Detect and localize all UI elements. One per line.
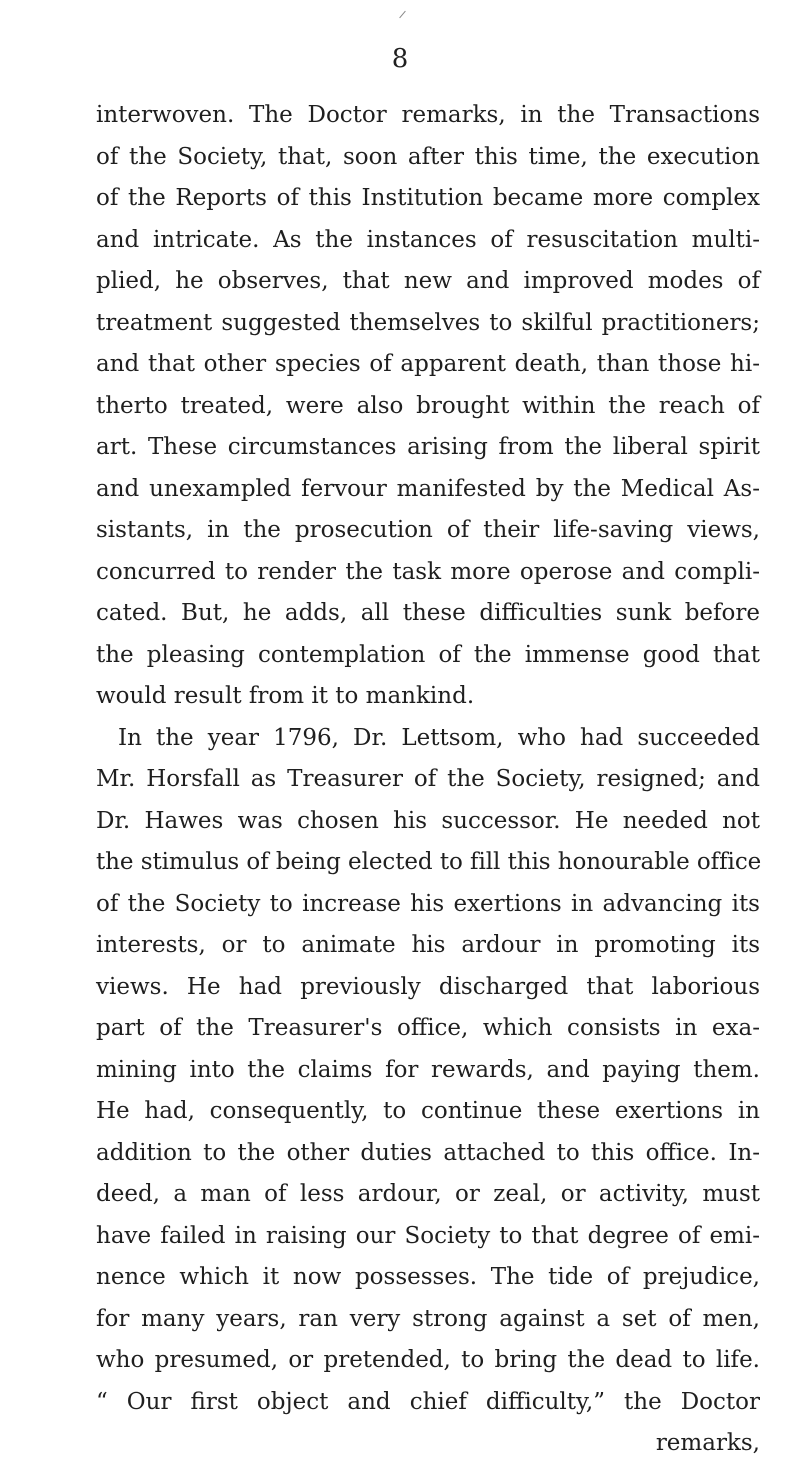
text-line: views. He had previously discharged that laborious: [96, 973, 760, 1000]
text-line: therto treated, were also brought within the reach of: [96, 392, 760, 419]
text-line: cated. But, he adds, all these difficulties sunk before: [96, 600, 760, 626]
text-line: interwoven. The Doctor remarks, in the Transactions: [96, 102, 760, 128]
text-line: would result from it to mankind.: [96, 683, 475, 709]
text-line: In the year 1796, Dr. Lettsom, who had succeeded: [118, 724, 760, 751]
text-line: addition to the other duties attached to this office. In-: [96, 1139, 760, 1166]
text-line: mining into the claims for rewards, and paying them.: [96, 1056, 760, 1083]
text-line: the pleasing contemplation of the immense good that: [96, 641, 760, 668]
text-line: of the Society, that, soon after this time, the execution: [96, 143, 760, 170]
text-line: and that other species of apparent death, than those hi-: [96, 351, 760, 377]
text-line: and intricate. As the instances of resuscitation multi-: [96, 226, 760, 253]
text-line: and unexampled fervour manifested by the Medical As-: [96, 475, 760, 502]
text-line: nence which it now possesses. The tide of prejudice,: [96, 1264, 760, 1290]
text-line: Dr. Hawes was chosen his successor. He needed not: [96, 807, 760, 834]
text-line: the stimulus of being elected to fill this honourable office: [96, 849, 762, 875]
text-line: Mr. Horsfall as Treasurer of the Society, resigned; and: [96, 766, 760, 792]
text-line: of the Society to increase his exertions in advancing its: [96, 890, 760, 917]
text-line: who presumed, or pretended, to bring the dead to life.: [96, 1347, 760, 1373]
ink-mark: [399, 11, 406, 19]
page-number: 8: [391, 44, 410, 74]
text-line: of the Reports of this Institution became more complex: [96, 185, 760, 211]
body-text: [96, 95, 760, 1465]
text-line: part of the Treasurer's office, which consists in exa-: [96, 1015, 760, 1041]
text-line: for many years, ran very strong against a set of men,: [96, 1305, 760, 1332]
text-line: interests, or to animate his ardour in promoting its: [96, 932, 760, 958]
text-line: treatment suggested themselves to skilful practitioners;: [96, 309, 760, 336]
text-line: remarks,: [655, 1430, 760, 1456]
text-line: sistants, in the prosecution of their life-saving views,: [96, 517, 760, 543]
text-line: He had, consequently, to continue these exertions in: [96, 1098, 760, 1124]
text-line: deed, a man of less ardour, or zeal, or activity, must: [96, 1181, 760, 1207]
text-line: “ Our first object and chief difficulty,” the Doctor: [96, 1388, 760, 1415]
text-line: have failed in raising our Society to that degree of emi-: [96, 1222, 760, 1249]
text-line: art. These circumstances arising from the liberal spirit: [96, 434, 760, 460]
text-line: plied, he observes, that new and improved modes of: [96, 268, 760, 294]
text-line: concurred to render the task more operose and compli-: [96, 558, 760, 585]
